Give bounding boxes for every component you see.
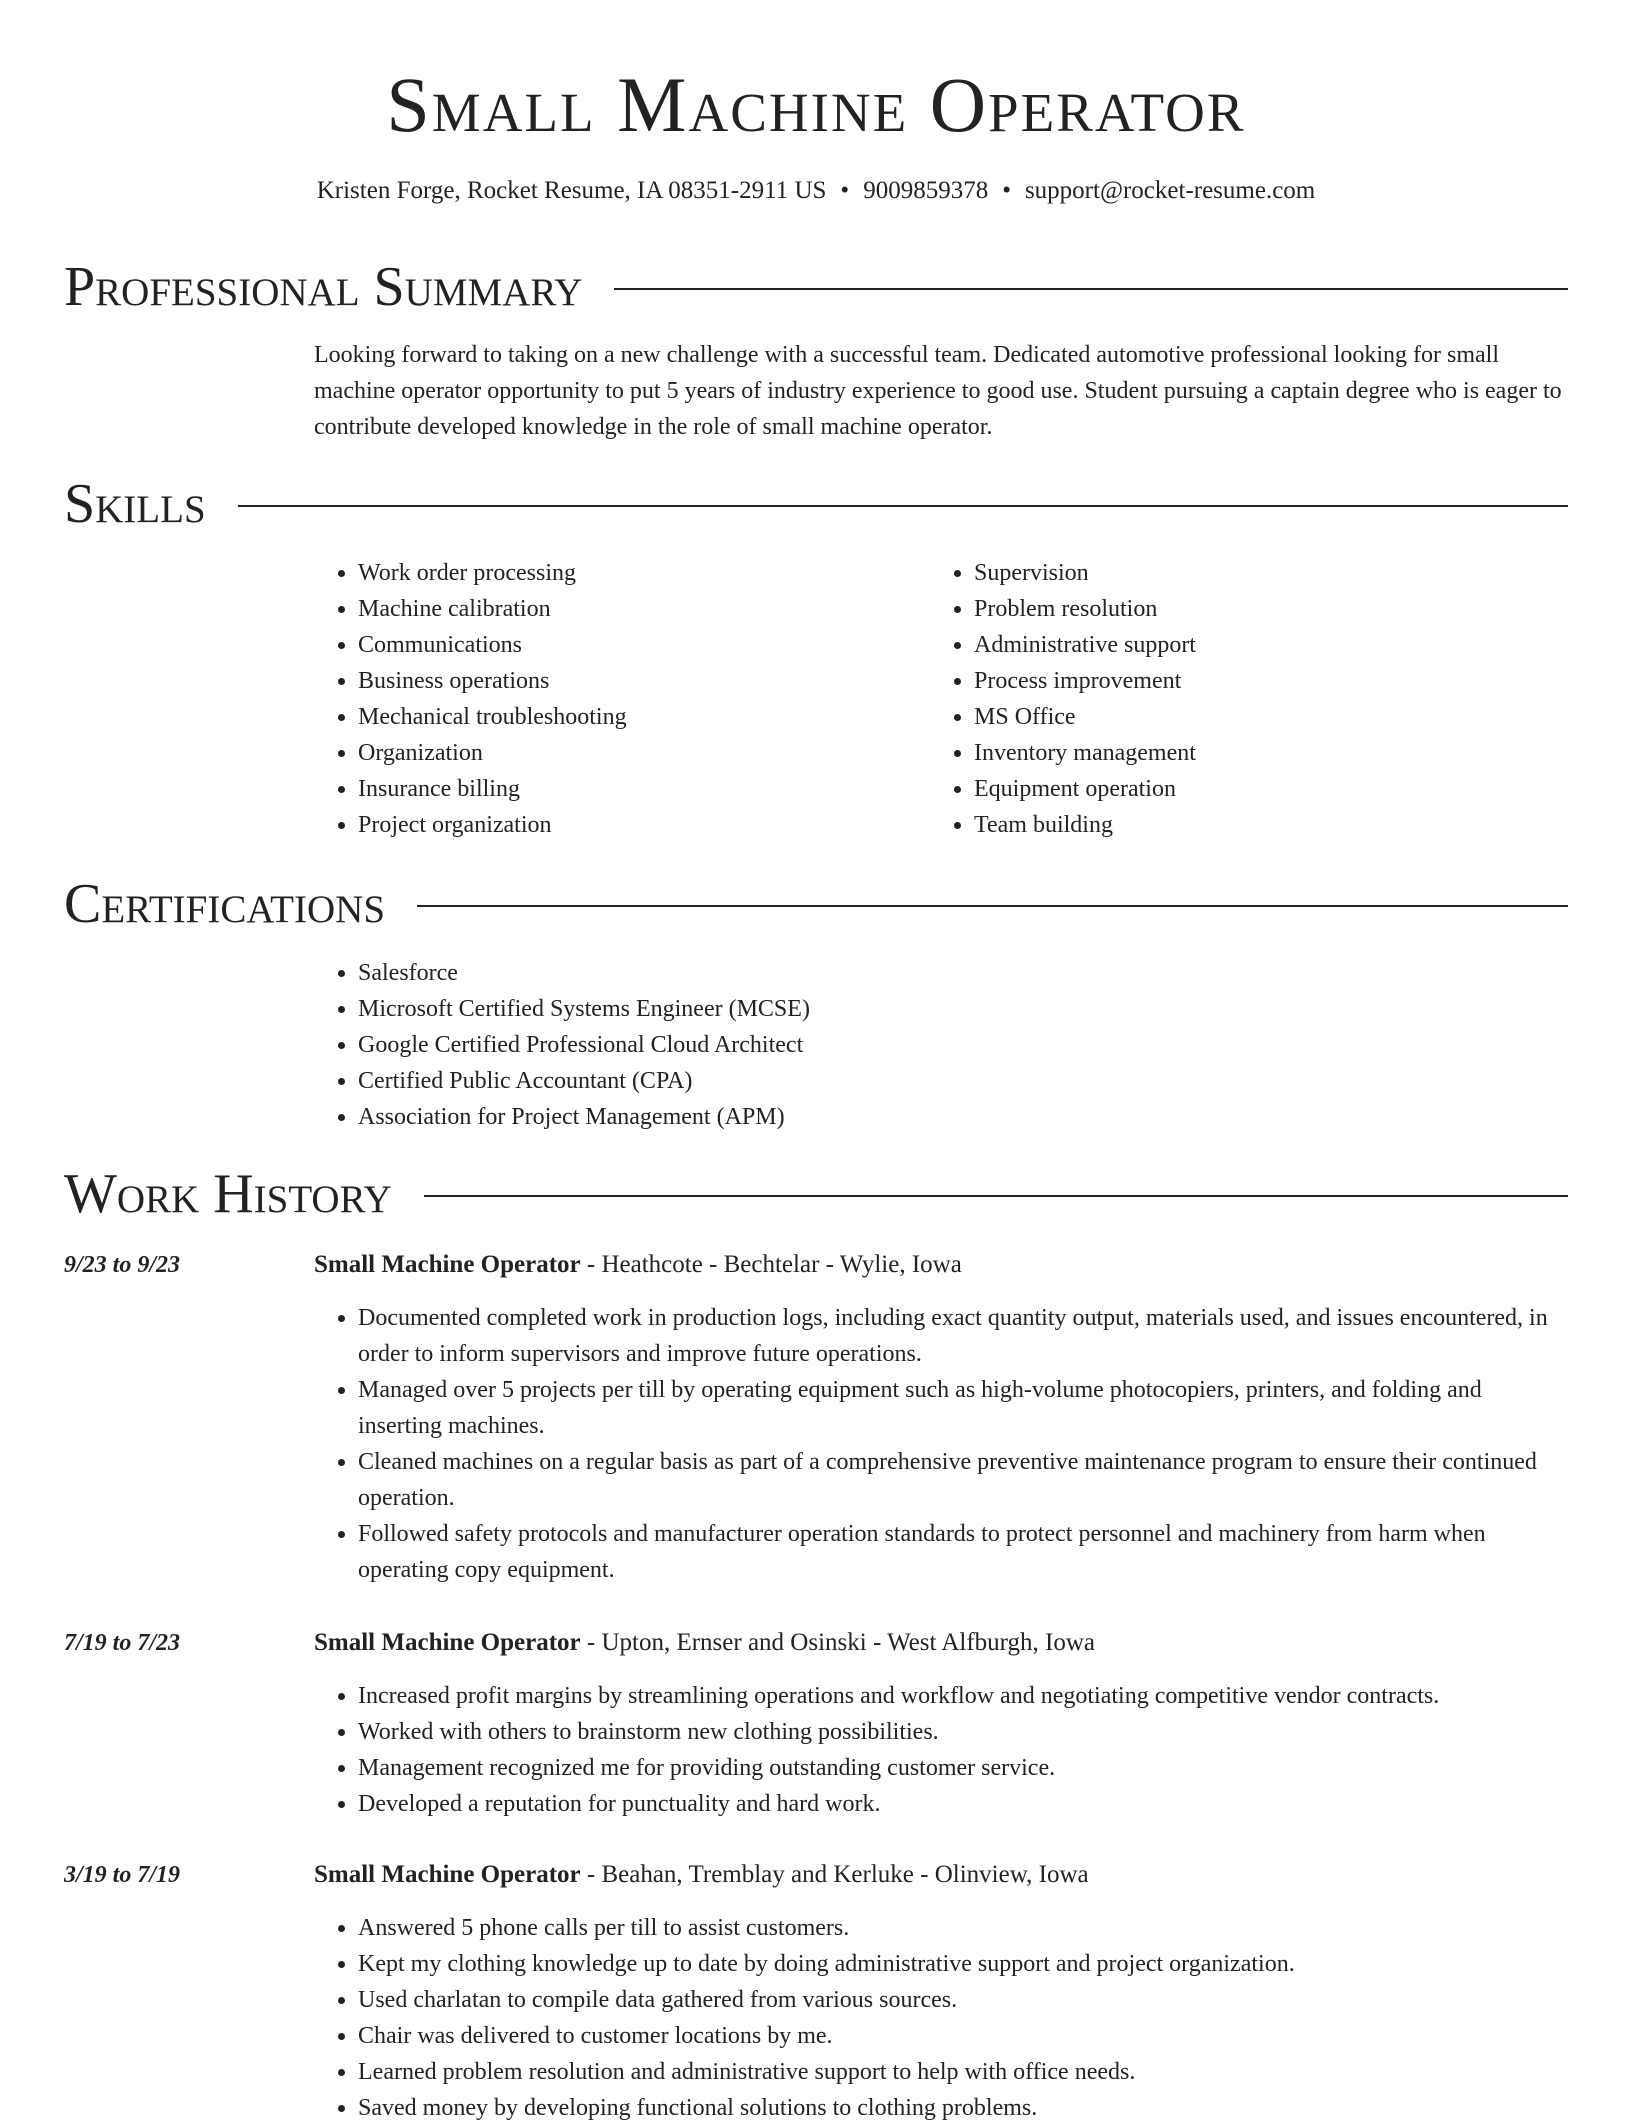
job-company: - Upton, Ernser and Osinski - West Alfburgh, Iowa <box>580 1629 1095 1656</box>
job-duties <box>314 1910 1568 2126</box>
job-dates: 9/23 to 9/23 <box>64 1252 181 1278</box>
section-divider <box>417 905 1568 907</box>
skill-item: • Business operations <box>358 663 627 699</box>
job-company: - Beahan, Tremblay and Kerluke - Olinview, Iowa <box>580 1861 1089 1888</box>
job-duties <box>314 1300 1568 1588</box>
job-heading <box>314 1625 1568 1661</box>
certification-item: • Google Certified Professional Cloud Architect <box>358 1027 810 1063</box>
skill-item: • Inventory management <box>974 735 1196 771</box>
job-duty: • Kept my clothing knowledge up to date by doing administrative support and project organization. <box>358 1946 1568 1982</box>
contact-separator: • <box>1002 177 1011 204</box>
contact-separator: • <box>840 177 850 204</box>
skill-item: • Mechanical troubleshooting <box>358 699 627 735</box>
job-duty: • Management recognized me for providing outstanding customer service. <box>358 1750 1568 1786</box>
contact-email: support@rocket-resume.com <box>1024 177 1316 204</box>
job-duty: • Chair was delivered to customer locations by me. <box>358 2018 1568 2054</box>
job-role: Small Machine Operator <box>314 1251 581 1278</box>
skills-column-right <box>930 555 1196 843</box>
summary-section-header <box>64 255 1568 319</box>
skill-item: • Process improvement <box>974 663 1196 699</box>
section-divider <box>424 1195 1568 1197</box>
job-duty: • Cleaned machines on a regular basis as part of a comprehensive preventive maintenance program to ensure their continued operation. <box>358 1444 1568 1516</box>
skill-item: • Project organization <box>358 807 627 843</box>
skills-list-left <box>314 555 627 843</box>
certifications-section-header <box>64 872 1568 936</box>
job-duty: • Answered 5 phone calls per till to assist customers. <box>358 1910 1568 1946</box>
work-history-heading: Work History <box>64 1163 392 1225</box>
work-history-section-header <box>64 1162 1568 1226</box>
certifications-list <box>314 955 810 1135</box>
skill-item: • Equipment operation <box>974 771 1196 807</box>
job-duty: • Learned problem resolution and administrative support to help with office needs. <box>358 2054 1568 2090</box>
certification-item: • Salesforce <box>358 955 810 991</box>
job-duty: • Used charlatan to compile data gathered from various sources. <box>358 1982 1568 2018</box>
contact-address: Kristen Forge, Rocket Resume, IA 08351-2911 US <box>316 177 827 204</box>
contact-phone: 9009859378 <box>863 177 989 204</box>
contact-line <box>0 174 1632 208</box>
section-divider <box>614 288 1568 290</box>
job-heading <box>314 1247 1568 1283</box>
summary-heading: Professional Summary <box>64 256 583 318</box>
job-duties <box>314 1678 1568 1822</box>
skills-heading: Skills <box>64 473 206 535</box>
resume-title: Small Machine Operator <box>386 61 1246 148</box>
job-duties-list <box>314 1910 1568 2126</box>
certifications-block <box>314 955 810 1135</box>
skill-item: • Organization <box>358 735 627 771</box>
job-heading <box>314 1857 1568 1893</box>
certification-item: • Certified Public Accountant (CPA) <box>358 1063 810 1099</box>
job-duty: • Developed a reputation for punctuality and hard work. <box>358 1786 1568 1822</box>
job-dates: 7/19 to 7/23 <box>64 1630 181 1656</box>
skill-item: • Machine calibration <box>358 591 627 627</box>
skills-column-left <box>314 555 627 843</box>
job-duties-list <box>314 1300 1568 1588</box>
skill-item: • Insurance billing <box>358 771 627 807</box>
skill-item: • Work order processing <box>358 555 627 591</box>
skill-item: • Supervision <box>974 555 1196 591</box>
job-duty: • Documented completed work in production logs, including exact quantity output, materials used, and issues encountered, in order to inform supervisors and improve future operations. <box>358 1300 1568 1372</box>
skills-list-right <box>930 555 1196 843</box>
job-role: Small Machine Operator <box>314 1629 581 1656</box>
job-duty: • Increased profit margins by streamlining operations and workflow and negotiating competitive vendor contracts. <box>358 1678 1568 1714</box>
certifications-heading: Certifications <box>64 873 386 935</box>
job-duty: • Saved money by developing functional solutions to clothing problems. <box>358 2090 1568 2126</box>
job-dates: 3/19 to 7/19 <box>64 1862 181 1888</box>
job-duty: • Followed safety protocols and manufacturer operation standards to protect personnel and machinery from harm when operating copy equipment. <box>358 1516 1568 1588</box>
skill-item: • Problem resolution <box>974 591 1196 627</box>
skill-item: • Communications <box>358 627 627 663</box>
job-company: - Heathcote - Bechtelar - Wylie, Iowa <box>580 1251 962 1278</box>
job-duty: • Worked with others to brainstorm new clothing possibilities. <box>358 1714 1568 1750</box>
job-duties-list <box>314 1678 1568 1822</box>
certification-item: • Microsoft Certified Systems Engineer (MCSE) <box>358 991 810 1027</box>
skill-item: • Administrative support <box>974 627 1196 663</box>
job-role: Small Machine Operator <box>314 1861 581 1888</box>
summary-text: Looking forward to taking on a new challenge with a successful team. Dedicated automotive professional looking for small machine operator opportunity to put 5 years of industry experience to good use. Student pursuing a captain degree who is eager to contribute developed knowledge in the role of small machine operator. <box>314 342 1562 440</box>
certification-item: • Association for Project Management (APM) <box>358 1099 810 1135</box>
skills-section-header <box>64 472 1568 536</box>
section-divider <box>238 505 1568 507</box>
job-duty: • Managed over 5 projects per till by operating equipment such as high-volume photocopiers, printers, and folding and inserting machines. <box>358 1372 1568 1444</box>
skill-item: • MS Office <box>974 699 1196 735</box>
skill-item: • Team building <box>974 807 1196 843</box>
